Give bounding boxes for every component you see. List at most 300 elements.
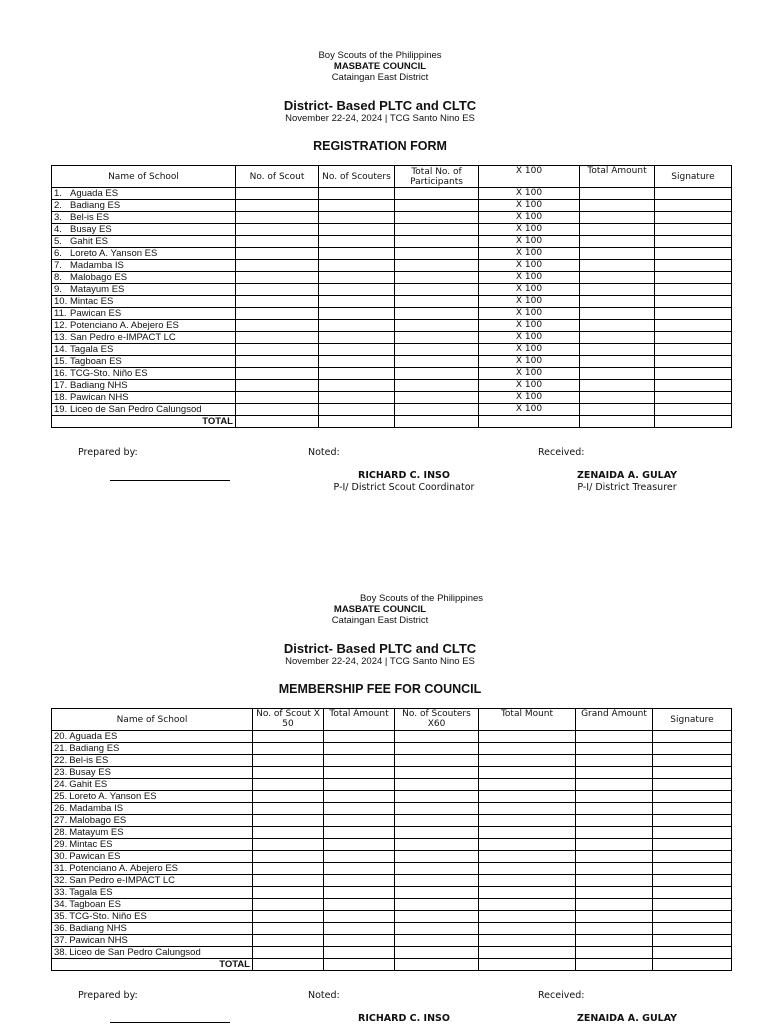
entry-cell[interactable]	[236, 344, 319, 356]
entry-cell[interactable]	[653, 767, 732, 779]
entry-cell[interactable]	[253, 767, 324, 779]
entry-cell[interactable]	[580, 236, 655, 248]
table-row	[52, 899, 732, 911]
entry-cell[interactable]	[236, 392, 319, 404]
row-number: 32.	[54, 875, 68, 886]
entry-cell[interactable]	[580, 296, 655, 308]
school-name: Busay ES	[70, 224, 112, 235]
entry-cell[interactable]	[319, 368, 395, 380]
entry-cell[interactable]	[319, 296, 395, 308]
column-header-scouter-fee: No. of Scouters X60	[395, 709, 479, 731]
entry-cell[interactable]	[479, 947, 576, 959]
entry-cell[interactable]	[580, 368, 655, 380]
entry-cell[interactable]	[653, 923, 732, 935]
entry-cell[interactable]	[253, 887, 324, 899]
entry-cell[interactable]	[253, 743, 324, 755]
entry-cell[interactable]	[319, 260, 395, 272]
total-row	[52, 959, 732, 971]
entry-cell[interactable]	[324, 923, 395, 935]
school-name-cell	[52, 380, 236, 392]
multiplier-cell: X 100	[479, 392, 580, 404]
entry-cell[interactable]	[655, 332, 732, 344]
row-number: 4.	[54, 224, 62, 235]
row-number: 14.	[54, 344, 68, 355]
entry-cell[interactable]	[253, 923, 324, 935]
entry-cell[interactable]	[395, 344, 479, 356]
entry-cell[interactable]	[253, 935, 324, 947]
column-header-participants: Total No. of Participants	[395, 166, 479, 188]
school-name: Badiang ES	[70, 200, 121, 211]
entry-cell[interactable]	[580, 380, 655, 392]
entry-cell[interactable]	[479, 743, 576, 755]
entry-cell[interactable]	[319, 284, 395, 296]
entry-cell[interactable]	[395, 815, 479, 827]
multiplier-cell: X 100	[479, 212, 580, 224]
entry-cell[interactable]	[395, 236, 479, 248]
entry-cell[interactable]	[236, 332, 319, 344]
entry-cell[interactable]	[395, 272, 479, 284]
entry-cell[interactable]	[479, 887, 576, 899]
entry-cell[interactable]	[236, 320, 319, 332]
entry-cell[interactable]	[479, 851, 576, 863]
entry-cell[interactable]	[395, 839, 479, 851]
entry-cell[interactable]	[395, 392, 479, 404]
table-row	[52, 767, 732, 779]
entry-cell[interactable]	[576, 863, 653, 875]
entry-cell[interactable]	[576, 827, 653, 839]
entry-cell[interactable]	[324, 803, 395, 815]
total-cell[interactable]	[395, 959, 479, 971]
entry-cell[interactable]	[576, 767, 653, 779]
entry-cell[interactable]	[395, 863, 479, 875]
entry-cell[interactable]	[319, 344, 395, 356]
entry-cell[interactable]	[319, 212, 395, 224]
total-cell[interactable]	[653, 959, 732, 971]
entry-cell[interactable]	[324, 767, 395, 779]
entry-cell[interactable]	[653, 803, 732, 815]
entry-cell[interactable]	[319, 224, 395, 236]
entry-cell[interactable]	[576, 911, 653, 923]
entry-cell[interactable]	[653, 911, 732, 923]
entry-cell[interactable]	[655, 368, 732, 380]
entry-cell[interactable]	[253, 899, 324, 911]
entry-cell[interactable]	[395, 851, 479, 863]
form1-received-title: P-I/ District Treasurer	[577, 482, 677, 493]
entry-cell[interactable]	[655, 248, 732, 260]
entry-cell[interactable]	[580, 356, 655, 368]
entry-cell[interactable]	[395, 923, 479, 935]
entry-cell[interactable]	[324, 779, 395, 791]
entry-cell[interactable]	[576, 935, 653, 947]
entry-cell[interactable]	[324, 755, 395, 767]
entry-cell[interactable]	[319, 392, 395, 404]
entry-cell[interactable]	[253, 851, 324, 863]
entry-cell[interactable]	[655, 380, 732, 392]
entry-cell[interactable]	[395, 755, 479, 767]
entry-cell[interactable]	[655, 392, 732, 404]
row-number: 38.	[54, 947, 68, 958]
entry-cell[interactable]	[236, 236, 319, 248]
school-name-cell	[52, 212, 236, 224]
entry-cell[interactable]	[580, 332, 655, 344]
membership-fee-table	[51, 708, 732, 971]
row-number: 7.	[54, 260, 62, 271]
entry-cell[interactable]	[655, 260, 732, 272]
entry-cell[interactable]	[395, 743, 479, 755]
entry-cell[interactable]	[653, 947, 732, 959]
school-name: Gahit ES	[69, 779, 108, 790]
entry-cell[interactable]	[236, 188, 319, 200]
multiplier-cell: X 100	[479, 368, 580, 380]
school-name: TCG-Sto. Niño ES	[70, 368, 148, 379]
entry-cell[interactable]	[324, 731, 395, 743]
multiplier-cell: X 100	[479, 344, 580, 356]
total-cell[interactable]	[580, 416, 655, 428]
entry-cell[interactable]	[395, 200, 479, 212]
entry-cell[interactable]	[655, 188, 732, 200]
entry-cell[interactable]	[580, 344, 655, 356]
entry-cell[interactable]	[395, 935, 479, 947]
entry-cell[interactable]	[253, 863, 324, 875]
school-name: Badiang NHS	[69, 923, 127, 934]
entry-cell[interactable]	[576, 947, 653, 959]
entry-cell[interactable]	[236, 212, 319, 224]
entry-cell[interactable]	[324, 791, 395, 803]
entry-cell[interactable]	[319, 188, 395, 200]
entry-cell[interactable]	[479, 863, 576, 875]
entry-cell[interactable]	[653, 899, 732, 911]
school-name: Bel-is ES	[69, 755, 109, 766]
table-row	[52, 356, 732, 368]
entry-cell[interactable]	[395, 188, 479, 200]
entry-cell[interactable]	[576, 755, 653, 767]
entry-cell[interactable]	[319, 380, 395, 392]
entry-cell[interactable]	[576, 731, 653, 743]
entry-cell[interactable]	[576, 839, 653, 851]
entry-cell[interactable]	[236, 248, 319, 260]
entry-cell[interactable]	[236, 356, 319, 368]
entry-cell[interactable]	[653, 839, 732, 851]
entry-cell[interactable]	[580, 404, 655, 416]
entry-cell[interactable]	[655, 200, 732, 212]
entry-cell[interactable]	[253, 815, 324, 827]
entry-cell[interactable]	[653, 791, 732, 803]
school-name: Matayum ES	[70, 284, 125, 295]
school-name-cell	[52, 356, 236, 368]
table-row	[52, 236, 732, 248]
school-name-cell	[52, 887, 253, 899]
entry-cell[interactable]	[580, 392, 655, 404]
entry-cell[interactable]	[395, 212, 479, 224]
table-row	[52, 392, 732, 404]
form1-form-title: REGISTRATION FORM	[313, 139, 447, 153]
entry-cell[interactable]	[395, 380, 479, 392]
entry-cell[interactable]	[653, 731, 732, 743]
entry-cell[interactable]	[324, 947, 395, 959]
school-name-cell	[52, 755, 253, 767]
entry-cell[interactable]	[580, 272, 655, 284]
entry-cell[interactable]	[479, 803, 576, 815]
entry-cell[interactable]	[655, 212, 732, 224]
entry-cell[interactable]	[395, 803, 479, 815]
row-number: 11.	[54, 308, 67, 319]
entry-cell[interactable]	[580, 248, 655, 260]
entry-cell[interactable]	[395, 356, 479, 368]
entry-cell[interactable]	[395, 332, 479, 344]
entry-cell[interactable]	[253, 791, 324, 803]
school-name-cell	[52, 296, 236, 308]
row-number: 17.	[54, 380, 68, 391]
column-header-scout-fee: No. of Scout X 50	[253, 709, 324, 731]
entry-cell[interactable]	[576, 875, 653, 887]
entry-cell[interactable]	[395, 368, 479, 380]
entry-cell[interactable]	[395, 224, 479, 236]
entry-cell[interactable]	[479, 731, 576, 743]
entry-cell[interactable]	[479, 767, 576, 779]
school-name: Potenciano A. Abejero ES	[70, 320, 179, 331]
entry-cell[interactable]	[653, 779, 732, 791]
entry-cell[interactable]	[236, 224, 319, 236]
table-row	[52, 332, 732, 344]
school-name-cell	[52, 923, 253, 935]
entry-cell[interactable]	[324, 827, 395, 839]
form1-prepared-label: Prepared by:	[78, 447, 138, 458]
entry-cell[interactable]	[655, 224, 732, 236]
entry-cell[interactable]	[319, 272, 395, 284]
entry-cell[interactable]	[253, 839, 324, 851]
entry-cell[interactable]	[324, 935, 395, 947]
form2-prepared-label: Prepared by:	[78, 990, 138, 1001]
total-cell[interactable]	[395, 416, 479, 428]
form2-received-name: ZENAIDA A. GULAY	[576, 1013, 678, 1024]
entry-cell[interactable]	[395, 827, 479, 839]
entry-cell[interactable]	[324, 815, 395, 827]
entry-cell[interactable]	[576, 851, 653, 863]
entry-cell[interactable]	[653, 875, 732, 887]
multiplier-cell: X 100	[479, 224, 580, 236]
total-cell[interactable]	[324, 959, 395, 971]
entry-cell[interactable]	[580, 308, 655, 320]
entry-cell[interactable]	[236, 404, 319, 416]
entry-cell[interactable]	[655, 272, 732, 284]
entry-cell[interactable]	[655, 308, 732, 320]
table-row	[52, 755, 732, 767]
entry-cell[interactable]	[576, 887, 653, 899]
school-name-cell	[52, 392, 236, 404]
entry-cell[interactable]	[236, 296, 319, 308]
entry-cell[interactable]	[655, 296, 732, 308]
entry-cell[interactable]	[236, 200, 319, 212]
entry-cell[interactable]	[479, 791, 576, 803]
entry-cell[interactable]	[576, 779, 653, 791]
entry-cell[interactable]	[653, 887, 732, 899]
school-name-cell	[52, 200, 236, 212]
entry-cell[interactable]	[319, 320, 395, 332]
entry-cell[interactable]	[324, 887, 395, 899]
entry-cell[interactable]	[319, 200, 395, 212]
entry-cell[interactable]	[236, 260, 319, 272]
entry-cell[interactable]	[319, 404, 395, 416]
table-row	[52, 743, 732, 755]
school-name: Tagboan ES	[70, 356, 122, 367]
entry-cell[interactable]	[653, 815, 732, 827]
entry-cell[interactable]	[479, 923, 576, 935]
entry-cell[interactable]	[253, 947, 324, 959]
entry-cell[interactable]	[395, 296, 479, 308]
row-number: 37.	[54, 935, 68, 946]
entry-cell[interactable]	[253, 755, 324, 767]
row-number: 26.	[54, 803, 68, 814]
entry-cell[interactable]	[324, 875, 395, 887]
school-name: Loreto A. Yanson ES	[70, 248, 158, 259]
entry-cell[interactable]	[655, 344, 732, 356]
entry-cell[interactable]	[576, 899, 653, 911]
entry-cell[interactable]	[253, 779, 324, 791]
entry-cell[interactable]	[576, 743, 653, 755]
entry-cell[interactable]	[653, 935, 732, 947]
table-row	[52, 224, 732, 236]
entry-cell[interactable]	[253, 803, 324, 815]
total-row	[52, 416, 732, 428]
entry-cell[interactable]	[580, 284, 655, 296]
table-row	[52, 380, 732, 392]
entry-cell[interactable]	[576, 815, 653, 827]
entry-cell[interactable]	[319, 236, 395, 248]
school-name: Badiang NHS	[70, 380, 128, 391]
total-cell[interactable]	[236, 416, 319, 428]
entry-cell[interactable]	[655, 356, 732, 368]
entry-cell[interactable]	[324, 863, 395, 875]
entry-cell[interactable]	[395, 308, 479, 320]
form2-form-title: MEMBERSHIP FEE FOR COUNCIL	[278, 682, 482, 696]
entry-cell[interactable]	[395, 260, 479, 272]
entry-cell[interactable]	[479, 839, 576, 851]
row-number: 20.	[54, 731, 68, 742]
entry-cell[interactable]	[395, 911, 479, 923]
entry-cell[interactable]	[576, 791, 653, 803]
entry-cell[interactable]	[655, 320, 732, 332]
entry-cell[interactable]	[653, 755, 732, 767]
row-number: 30.	[54, 851, 68, 862]
total-cell[interactable]	[319, 416, 395, 428]
entry-cell[interactable]	[395, 899, 479, 911]
entry-cell[interactable]	[395, 284, 479, 296]
entry-cell[interactable]	[580, 260, 655, 272]
entry-cell[interactable]	[395, 875, 479, 887]
entry-cell[interactable]	[580, 320, 655, 332]
entry-cell[interactable]	[576, 923, 653, 935]
total-cell[interactable]	[655, 416, 732, 428]
entry-cell[interactable]	[236, 272, 319, 284]
entry-cell[interactable]	[479, 827, 576, 839]
entry-cell[interactable]	[655, 236, 732, 248]
entry-cell[interactable]	[576, 803, 653, 815]
row-number: 28.	[54, 827, 68, 838]
entry-cell[interactable]	[653, 851, 732, 863]
entry-cell[interactable]	[236, 380, 319, 392]
entry-cell[interactable]	[479, 935, 576, 947]
entry-cell[interactable]	[395, 887, 479, 899]
school-name: San Pedro e-IMPACT LC	[70, 332, 176, 343]
column-header-total-mount: Total Mount	[479, 709, 576, 731]
entry-cell[interactable]	[319, 332, 395, 344]
entry-cell[interactable]	[395, 767, 479, 779]
table-row	[52, 887, 732, 899]
entry-cell[interactable]	[653, 863, 732, 875]
entry-cell[interactable]	[479, 899, 576, 911]
entry-cell[interactable]	[479, 911, 576, 923]
entry-cell[interactable]	[395, 779, 479, 791]
school-name-cell	[52, 947, 253, 959]
entry-cell[interactable]	[395, 320, 479, 332]
entry-cell[interactable]	[253, 875, 324, 887]
entry-cell[interactable]	[479, 755, 576, 767]
entry-cell[interactable]	[324, 899, 395, 911]
entry-cell[interactable]	[236, 284, 319, 296]
entry-cell[interactable]	[324, 851, 395, 863]
entry-cell[interactable]	[324, 911, 395, 923]
entry-cell[interactable]	[395, 731, 479, 743]
entry-cell[interactable]	[655, 284, 732, 296]
entry-cell[interactable]	[653, 743, 732, 755]
total-cell[interactable]	[576, 959, 653, 971]
entry-cell[interactable]	[580, 224, 655, 236]
school-name: Mintac ES	[70, 296, 114, 307]
entry-cell[interactable]	[253, 911, 324, 923]
entry-cell[interactable]	[236, 368, 319, 380]
multiplier-cell: X 100	[479, 380, 580, 392]
entry-cell[interactable]	[253, 827, 324, 839]
table-row	[52, 935, 732, 947]
entry-cell[interactable]	[655, 404, 732, 416]
entry-cell[interactable]	[479, 779, 576, 791]
row-number: 22.	[54, 755, 68, 766]
entry-cell[interactable]	[653, 827, 732, 839]
table-row	[52, 248, 732, 260]
school-name-cell	[52, 767, 253, 779]
school-name: Tagboan ES	[69, 899, 121, 910]
multiplier-cell: X 100	[479, 404, 580, 416]
entry-cell[interactable]	[395, 404, 479, 416]
column-header-scouts: No. of Scout	[236, 166, 319, 188]
total-cell[interactable]	[479, 416, 580, 428]
entry-cell[interactable]	[580, 200, 655, 212]
total-cell[interactable]	[253, 959, 324, 971]
form2-date-venue: November 22-24, 2024 | TCG Santo Nino ES	[285, 656, 475, 667]
entry-cell[interactable]	[324, 839, 395, 851]
entry-cell[interactable]	[319, 356, 395, 368]
table-row	[52, 791, 732, 803]
entry-cell[interactable]	[580, 212, 655, 224]
row-number: 16.	[54, 368, 68, 379]
form2-prepared-signature-line	[110, 1022, 230, 1023]
row-number: 5.	[54, 236, 62, 247]
entry-cell[interactable]	[319, 308, 395, 320]
entry-cell[interactable]	[479, 875, 576, 887]
entry-cell[interactable]	[479, 815, 576, 827]
entry-cell[interactable]	[395, 791, 479, 803]
multiplier-cell: X 100	[479, 320, 580, 332]
entry-cell[interactable]	[253, 731, 324, 743]
entry-cell[interactable]	[236, 308, 319, 320]
school-name-cell	[52, 332, 236, 344]
entry-cell[interactable]	[580, 188, 655, 200]
entry-cell[interactable]	[395, 947, 479, 959]
entry-cell[interactable]	[324, 743, 395, 755]
entry-cell[interactable]	[395, 248, 479, 260]
total-cell[interactable]	[479, 959, 576, 971]
entry-cell[interactable]	[319, 248, 395, 260]
